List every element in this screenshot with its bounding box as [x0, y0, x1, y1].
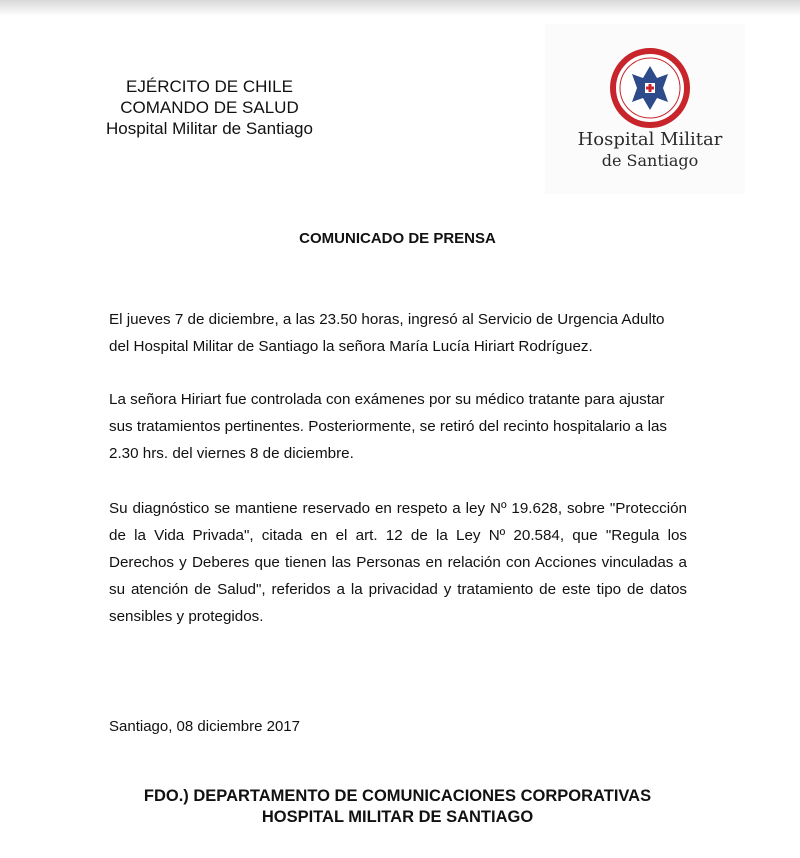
document-title: COMUNICADO DE PRENSA	[299, 230, 496, 247]
letterhead-line-army: EJÉRCITO DE CHILE	[126, 77, 293, 96]
letterhead-line-command: COMANDO DE SALUD	[120, 98, 299, 117]
logo-name-line1: Hospital Militar	[577, 129, 723, 150]
page-top-shadow	[0, 0, 800, 16]
hospital-logo	[545, 24, 745, 194]
letterhead	[106, 76, 313, 139]
document-date: Santiago, 08 diciembre 2017	[109, 718, 300, 735]
letterhead-line-hospital: Hospital Militar de Santiago	[106, 119, 313, 138]
paragraph-control: La señora Hiriart fue controlada con exámenes por su médico tratante para ajustar sus tratamientos pertinentes. Posteriormente, se retiró del recinto hospitalario a las 2.30 hrs. del viernes 8 de diciembre.	[109, 391, 667, 462]
paragraph-admission: El jueves 7 de diciembre, a las 23.50 horas, ingresó al Servicio de Urgencia Adulto del Hospital Militar de Santiago la señora María Lucía Hiriart Rodríguez.	[109, 311, 665, 355]
signature-hospital: HOSPITAL MILITAR DE SANTIAGO	[261, 808, 534, 826]
hospital-emblem-icon	[610, 48, 690, 128]
signature-department: FDO.) DEPARTAMENTO DE COMUNICACIONES CORPORATIVAS	[143, 787, 652, 805]
signature-block	[0, 786, 795, 828]
paragraph-diagnosis: Su diagnóstico se mantiene reservado en respeto a ley Nº 19.628, sobre "Protección de la Vida Privada", citada en el art. 12 de la Ley Nº 20.584, que "Regula los Derechos y Deberes que tienen las Personas en relación con Acciones vinculadas a su atención de Salud", referidos a la privacidad y tratamiento de este tipo de datos sensibles y protegidos.	[109, 500, 687, 625]
logo-name-line2: de Santiago	[601, 151, 699, 170]
